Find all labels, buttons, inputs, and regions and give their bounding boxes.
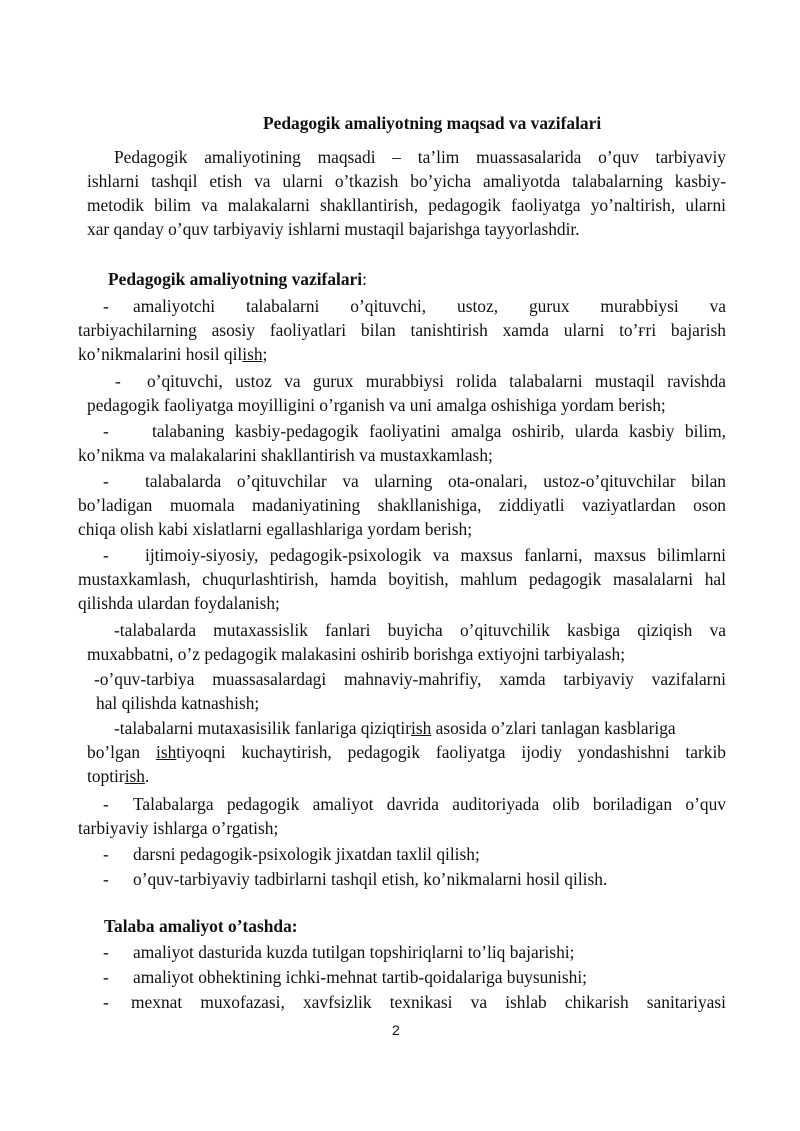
list-dash: - xyxy=(103,421,109,441)
list-dash: - xyxy=(103,471,109,491)
list-item-line: o’qituvchi, ustoz va gurux murabbiysi rolida talabalarni mustaqil ravishda xyxy=(147,371,726,391)
underlined-text: ish xyxy=(242,344,263,364)
page-number: 2 xyxy=(392,1022,400,1038)
list-dash: - xyxy=(103,545,109,565)
intro-line: ishlarni tashqil etish va ularni o’tkazish bo’yicha amaliyotda talabalarning kasbiy- xyxy=(87,171,726,191)
list-item-line xyxy=(87,740,726,764)
list-item-line: talabalarda o’qituvchilar va ularning ota-onalari, ustoz-o’qituvchilar bilan xyxy=(145,471,726,491)
list-item-line: qilishda ulardan foydalanish; xyxy=(78,593,280,613)
text-span: . xyxy=(144,766,150,786)
list-item-line xyxy=(87,764,149,788)
text-span: ; xyxy=(262,344,268,364)
list-dash: - xyxy=(103,967,109,987)
list-dash: - xyxy=(103,794,109,814)
tasks-heading-colon: : xyxy=(362,269,367,289)
list-dash: - xyxy=(103,844,109,864)
list-item-line: Talabalarga pedagogik amaliyot davrida auditoriyada olib boriladigan o’quv xyxy=(133,794,726,814)
list-item-line: darsni pedagogik-psixologik jixatdan taxlil qilish; xyxy=(133,844,480,864)
list-item-line: amaliyotchi talabalarni o’qituvchi, ustoz, gurux murabbiysi va xyxy=(133,296,726,316)
tasks-heading: Pedagogik amaliyotning vazifalari xyxy=(108,269,363,289)
text-span: asosida o’zlari tanlagan kasblariga xyxy=(431,718,676,738)
list-dash: - xyxy=(103,992,109,1012)
list-item-line: tarbiyaviy ishlarga o’rgatish; xyxy=(78,818,279,838)
page-title: Pedagogik amaliyotning maqsad va vazifalari xyxy=(263,113,602,133)
list-item-line: -talabalarda mutaxassislik fanlari buyicha o’qituvchilik kasbiga qiziqish va xyxy=(114,620,726,640)
text-span: toptir xyxy=(87,766,125,786)
list-item-line: muxabbatni, o’z pedagogik malakasini oshirib borishga extiyojni tarbiyalash; xyxy=(87,644,626,664)
list-item-line: bo’ladigan muomala madaniyatining shakllanishiga, ziddiyatli vaziyatlardan oson xyxy=(78,495,726,515)
list-item-line xyxy=(78,342,267,366)
list-item-line: talabaning kasbiy-pedagogik faoliyatini amalga oshirib, ularda kasbiy bilim, xyxy=(152,421,726,441)
list-item-line: o’quv-tarbiyaviy tadbirlarni tashqil etish, ko’nikmalarni hosil qilish. xyxy=(133,869,608,889)
list-dash: - xyxy=(103,869,109,889)
underlined-text: ish xyxy=(410,718,432,738)
list-item-line: -o’quv-tarbiya muassasalardagi mahnaviy-mahrifiy, xamda tarbiyaviy vazifalarni xyxy=(94,669,726,689)
list-item-line xyxy=(114,716,676,740)
list-dash: - xyxy=(103,296,109,316)
list-item-line: amaliyot dasturida kuzda tutilgan topshiriqlarni to’liq bajarishi; xyxy=(133,942,575,962)
list-dash: - xyxy=(115,371,121,391)
list-dash: - xyxy=(103,942,109,962)
list-item-line: tarbiyachilarning asosiy faoliyatlari bilan tanishtirish xamda ularni to’ғri bajarish xyxy=(78,320,726,340)
list-item-line: mustaxkamlash, chuqurlashtirish, hamda boyitish, mahlum pedagogik masalalarni hal xyxy=(78,569,726,589)
list-item-line: ko’nikma va malakalarini shakllantirish va mustaxkamlash; xyxy=(78,445,493,465)
list-item-line: mexnat muxofazasi, xavfsizlik texnikasi va ishlab chikarish sanitariyasi xyxy=(131,992,726,1012)
student-heading: Talaba amaliyot o’tashda: xyxy=(104,916,298,936)
tasks-heading-line xyxy=(108,267,367,291)
underlined-text: ish xyxy=(156,742,177,762)
text-span: bo’lgan xyxy=(87,742,156,762)
list-item-line: amaliyot obhektining ichki-mehnat tartib-qoidalariga buysunishi; xyxy=(133,967,587,987)
intro-line: metodik bilim va malakalarni shakllantirish, pedagogik faoliyatga yo’naltirish, ularni xyxy=(87,195,726,215)
text-span: tiyoqni kuchaytirish, pedagogik faoliyatga ijodiy yondashishni tarkib xyxy=(176,742,726,762)
text-span: ko’nikmalarini hosil qil xyxy=(78,344,243,364)
text-span: -talabalarni mutaxasisilik fanlariga qiziqtir xyxy=(114,718,411,738)
list-item-line: ijtimoiy-siyosiy, pedagogik-psixologik va maxsus fanlarni, maxsus bilimlarni xyxy=(145,545,726,565)
intro-line: xar qanday o’quv tarbiyaviy ishlarni mustaqil bajarishga tayyorlashdir. xyxy=(87,219,580,239)
list-item-line: pedagogik faoliyatga moyilligini o’rganish va uni amalga oshishiga yordam berish; xyxy=(87,395,666,415)
underlined-text: ish xyxy=(124,766,145,786)
list-item-line: chiqa olish kabi xislatlarni egallashlariga yordam berish; xyxy=(78,519,473,539)
list-item-line: hal qilishda katnashish; xyxy=(96,693,260,713)
intro-line: Pedagogik amaliyotining maqsadi – ta’lim muassasalarida o’quv tarbiyaviy xyxy=(114,147,726,167)
